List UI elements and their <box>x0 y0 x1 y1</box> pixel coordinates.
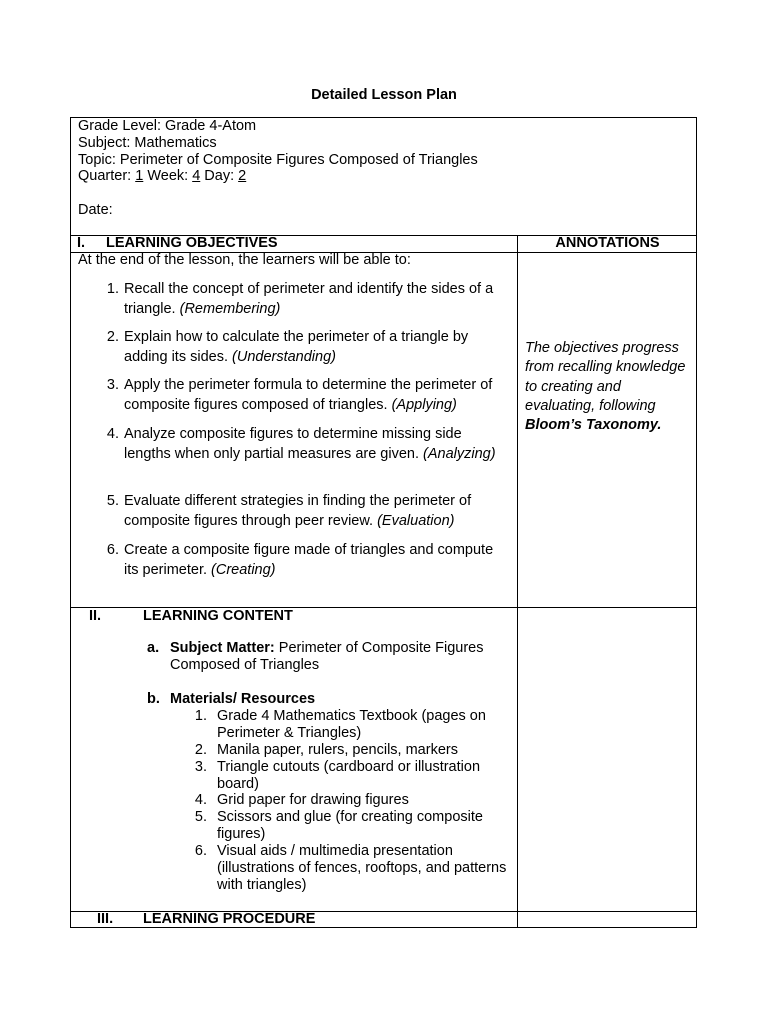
list-number: 5. <box>106 493 119 509</box>
section-2-heading: LEARNING CONTENT <box>143 608 293 624</box>
section-1-heading: LEARNING OBJECTIVES <box>106 235 278 251</box>
objective-text <box>124 328 509 367</box>
lesson-plan-table <box>70 117 697 928</box>
subject-matter <box>170 640 510 674</box>
objective-body: Create a composite figure made of triangles and compute its perimeter. <box>124 542 494 578</box>
date-label: Date: <box>78 201 113 218</box>
grade-level: Grade Level: Grade 4-Atom <box>78 118 257 134</box>
bloom-level: (Analyzing) <box>423 445 496 462</box>
day-label: Day: <box>200 168 239 185</box>
column-divider <box>517 235 518 928</box>
material-text: Grid paper for drawing figures <box>217 792 409 808</box>
subject: Subject: Mathematics <box>78 134 217 151</box>
document-title: Detailed Lesson Plan <box>311 87 457 103</box>
material-text: Grade 4 Mathematics Textbook (pages on Perimeter & Triangles) <box>217 708 486 741</box>
annotation-text: The objectives progress from recalling knowledge to creating and evaluating, following <box>525 340 686 414</box>
section-1-numeral: I. <box>77 235 86 251</box>
annotation-note <box>525 339 695 435</box>
lesson-info <box>78 118 478 219</box>
list-number: 4. <box>106 426 119 442</box>
objective-body: Analyze composite figures to determine missing side lengths when only partial measures are given. <box>124 426 462 462</box>
material-text: Manila paper, rulers, pencils, markers <box>217 742 458 758</box>
quarter-value: 1 <box>135 168 144 185</box>
annotation-emphasis: Bloom’s Taxonomy. <box>525 417 662 434</box>
objective-text <box>124 376 509 415</box>
item-b-letter: b. <box>147 691 160 707</box>
schedule-line <box>78 168 478 185</box>
bloom-level: (Applying) <box>391 396 457 413</box>
objectives-intro: At the end of the lesson, the learners will be able to: <box>78 252 411 268</box>
list-number: 3. <box>106 377 119 393</box>
bloom-level: (Evaluation) <box>377 512 455 529</box>
annotations-heading: ANNOTATIONS <box>555 235 660 251</box>
objective-body: Evaluate different strategies in finding the perimeter of composite figures through peer review. <box>124 493 472 529</box>
objective-body: Explain how to calculate the perimeter of a triangle by adding its sides. <box>124 329 469 365</box>
section-2-numeral: II. <box>89 608 102 624</box>
materials-label: Materials/ Resources <box>170 691 316 707</box>
list-number: 6. <box>106 542 119 558</box>
list-number: 5. <box>194 809 207 825</box>
week-value: 4 <box>192 168 201 185</box>
item-a-letter: a. <box>147 640 160 656</box>
material-text: Triangle cutouts (cardboard or illustration board) <box>217 759 481 792</box>
objective-body: Apply the perimeter formula to determine the perimeter of composite figures composed of triangles. <box>124 377 493 413</box>
objective-text <box>124 492 509 531</box>
week-label: Week: <box>143 168 193 185</box>
day-value: 2 <box>238 168 247 185</box>
list-number: 1. <box>194 708 207 724</box>
objective-text <box>124 541 509 580</box>
topic: Topic: Perimeter of Composite Figures Composed of Triangles <box>78 151 478 168</box>
list-number: 4. <box>194 792 207 808</box>
section-3-numeral: III. <box>97 911 114 927</box>
quarter-label: Quarter: <box>78 168 136 185</box>
bloom-level: (Understanding) <box>232 348 336 365</box>
bloom-level: (Remembering) <box>179 300 281 317</box>
subject-matter-label: Subject Matter: <box>170 640 275 656</box>
list-number: 2. <box>194 742 207 758</box>
subject-matter-value: Perimeter of Composite Figures Composed of Triangles <box>170 640 484 673</box>
objective-text <box>124 280 509 319</box>
objective-body: Recall the concept of perimeter and identify the sides of a triangle. <box>124 281 494 317</box>
list-number: 1. <box>106 281 119 297</box>
bloom-level: (Creating) <box>211 561 276 578</box>
section-3-heading: LEARNING PROCEDURE <box>143 911 316 927</box>
material-text: Visual aids / multimedia presentation (illustrations of fences, rooftops, and patterns with triangles) <box>217 843 507 893</box>
objective-text <box>124 425 509 464</box>
list-number: 3. <box>194 759 207 775</box>
list-number: 6. <box>194 843 207 859</box>
material-text: Scissors and glue (for creating composite figures) <box>217 809 483 842</box>
list-number: 2. <box>106 329 119 345</box>
